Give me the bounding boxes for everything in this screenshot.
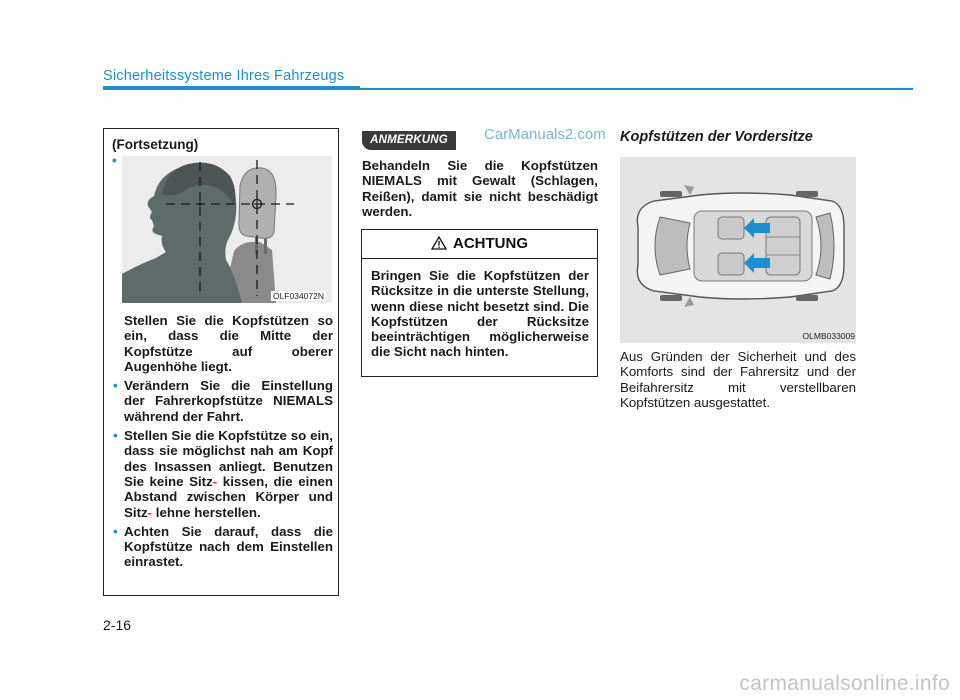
warning-header: [362, 230, 597, 259]
header-rule: [360, 88, 913, 90]
bullet-icon: •: [113, 378, 118, 394]
car-top-view-figure: [620, 157, 856, 343]
note-text: Behandeln Sie die Kopfstützen NIEMALS mit Gewalt (Schlagen, Reißen), damit sie nicht beschädigt werden.: [362, 158, 598, 219]
continuation-box: [103, 128, 339, 596]
warning-text: Bringen Sie die Kopfstützen der Rücksitze in die unterste Stellung, wenn diese nicht besetzt sind. Die Kopfstützen der Rücksitze beeinträchtigen möglicherweise die Sicht nach hinten.: [371, 268, 589, 360]
page-number: 2-16: [103, 617, 132, 633]
headrest-adjustment-illustration: [122, 156, 332, 303]
bullet-icon: •: [113, 428, 118, 444]
warning-title: ACHTUNG: [453, 235, 528, 252]
footer-watermark[interactable]: carmanualsonline.info: [739, 672, 950, 695]
car-top-view-illustration: [620, 157, 856, 343]
warning-box: [361, 229, 598, 377]
head-headrest-figure: [122, 156, 332, 303]
continuation-label: (Fortsetzung): [112, 137, 199, 152]
section-header-title: Sicherheitssysteme Ihres Fahrzeugs: [103, 68, 345, 84]
bullet-icon: •: [113, 523, 118, 539]
figure-code: OLMB033009: [802, 331, 855, 341]
header-rule-accent: [103, 86, 360, 90]
site-watermark[interactable]: CarManuals2.com: [484, 126, 606, 143]
bullet-icon: •: [112, 153, 117, 168]
note-label-badge: ANMERKUNG: [362, 131, 456, 150]
bullet-item: • Verändern Sie die Einstellung der Fahrerkopfstütze NIEMALS während der Fahrt.: [113, 378, 333, 424]
front-headrests-title: Kopfstützen der Vordersitze: [620, 129, 813, 145]
bullet-item: • Stellen Sie die Kopfstütze so ein, dass sie möglichst nah am Kopf des Insassen anliegt. Benutzen Sie keine Sitz- kissen, die einen Abstand zwischen Körper und Sitz- lehne herstellen.: [113, 428, 333, 520]
warning-triangle-icon: [431, 232, 447, 260]
bullet-item-1-text: Stellen Sie die Kopfstützen so ein, dass die Mitte der Kopfstütze auf oberer Augenhöhe liegt.: [124, 313, 333, 374]
left-body-text: [112, 313, 333, 570]
front-headrests-description: Aus Gründen der Sicherheit und des Komforts sind der Fahrersitz und der Beifahrersitz mit verstellbaren Kopfstützen ausgestattet.: [620, 349, 856, 410]
bullet-item: • Achten Sie darauf, dass die Kopfstütze nach dem Einstellen einrastet.: [113, 523, 333, 570]
figure-code: OLF034072N: [272, 291, 324, 301]
